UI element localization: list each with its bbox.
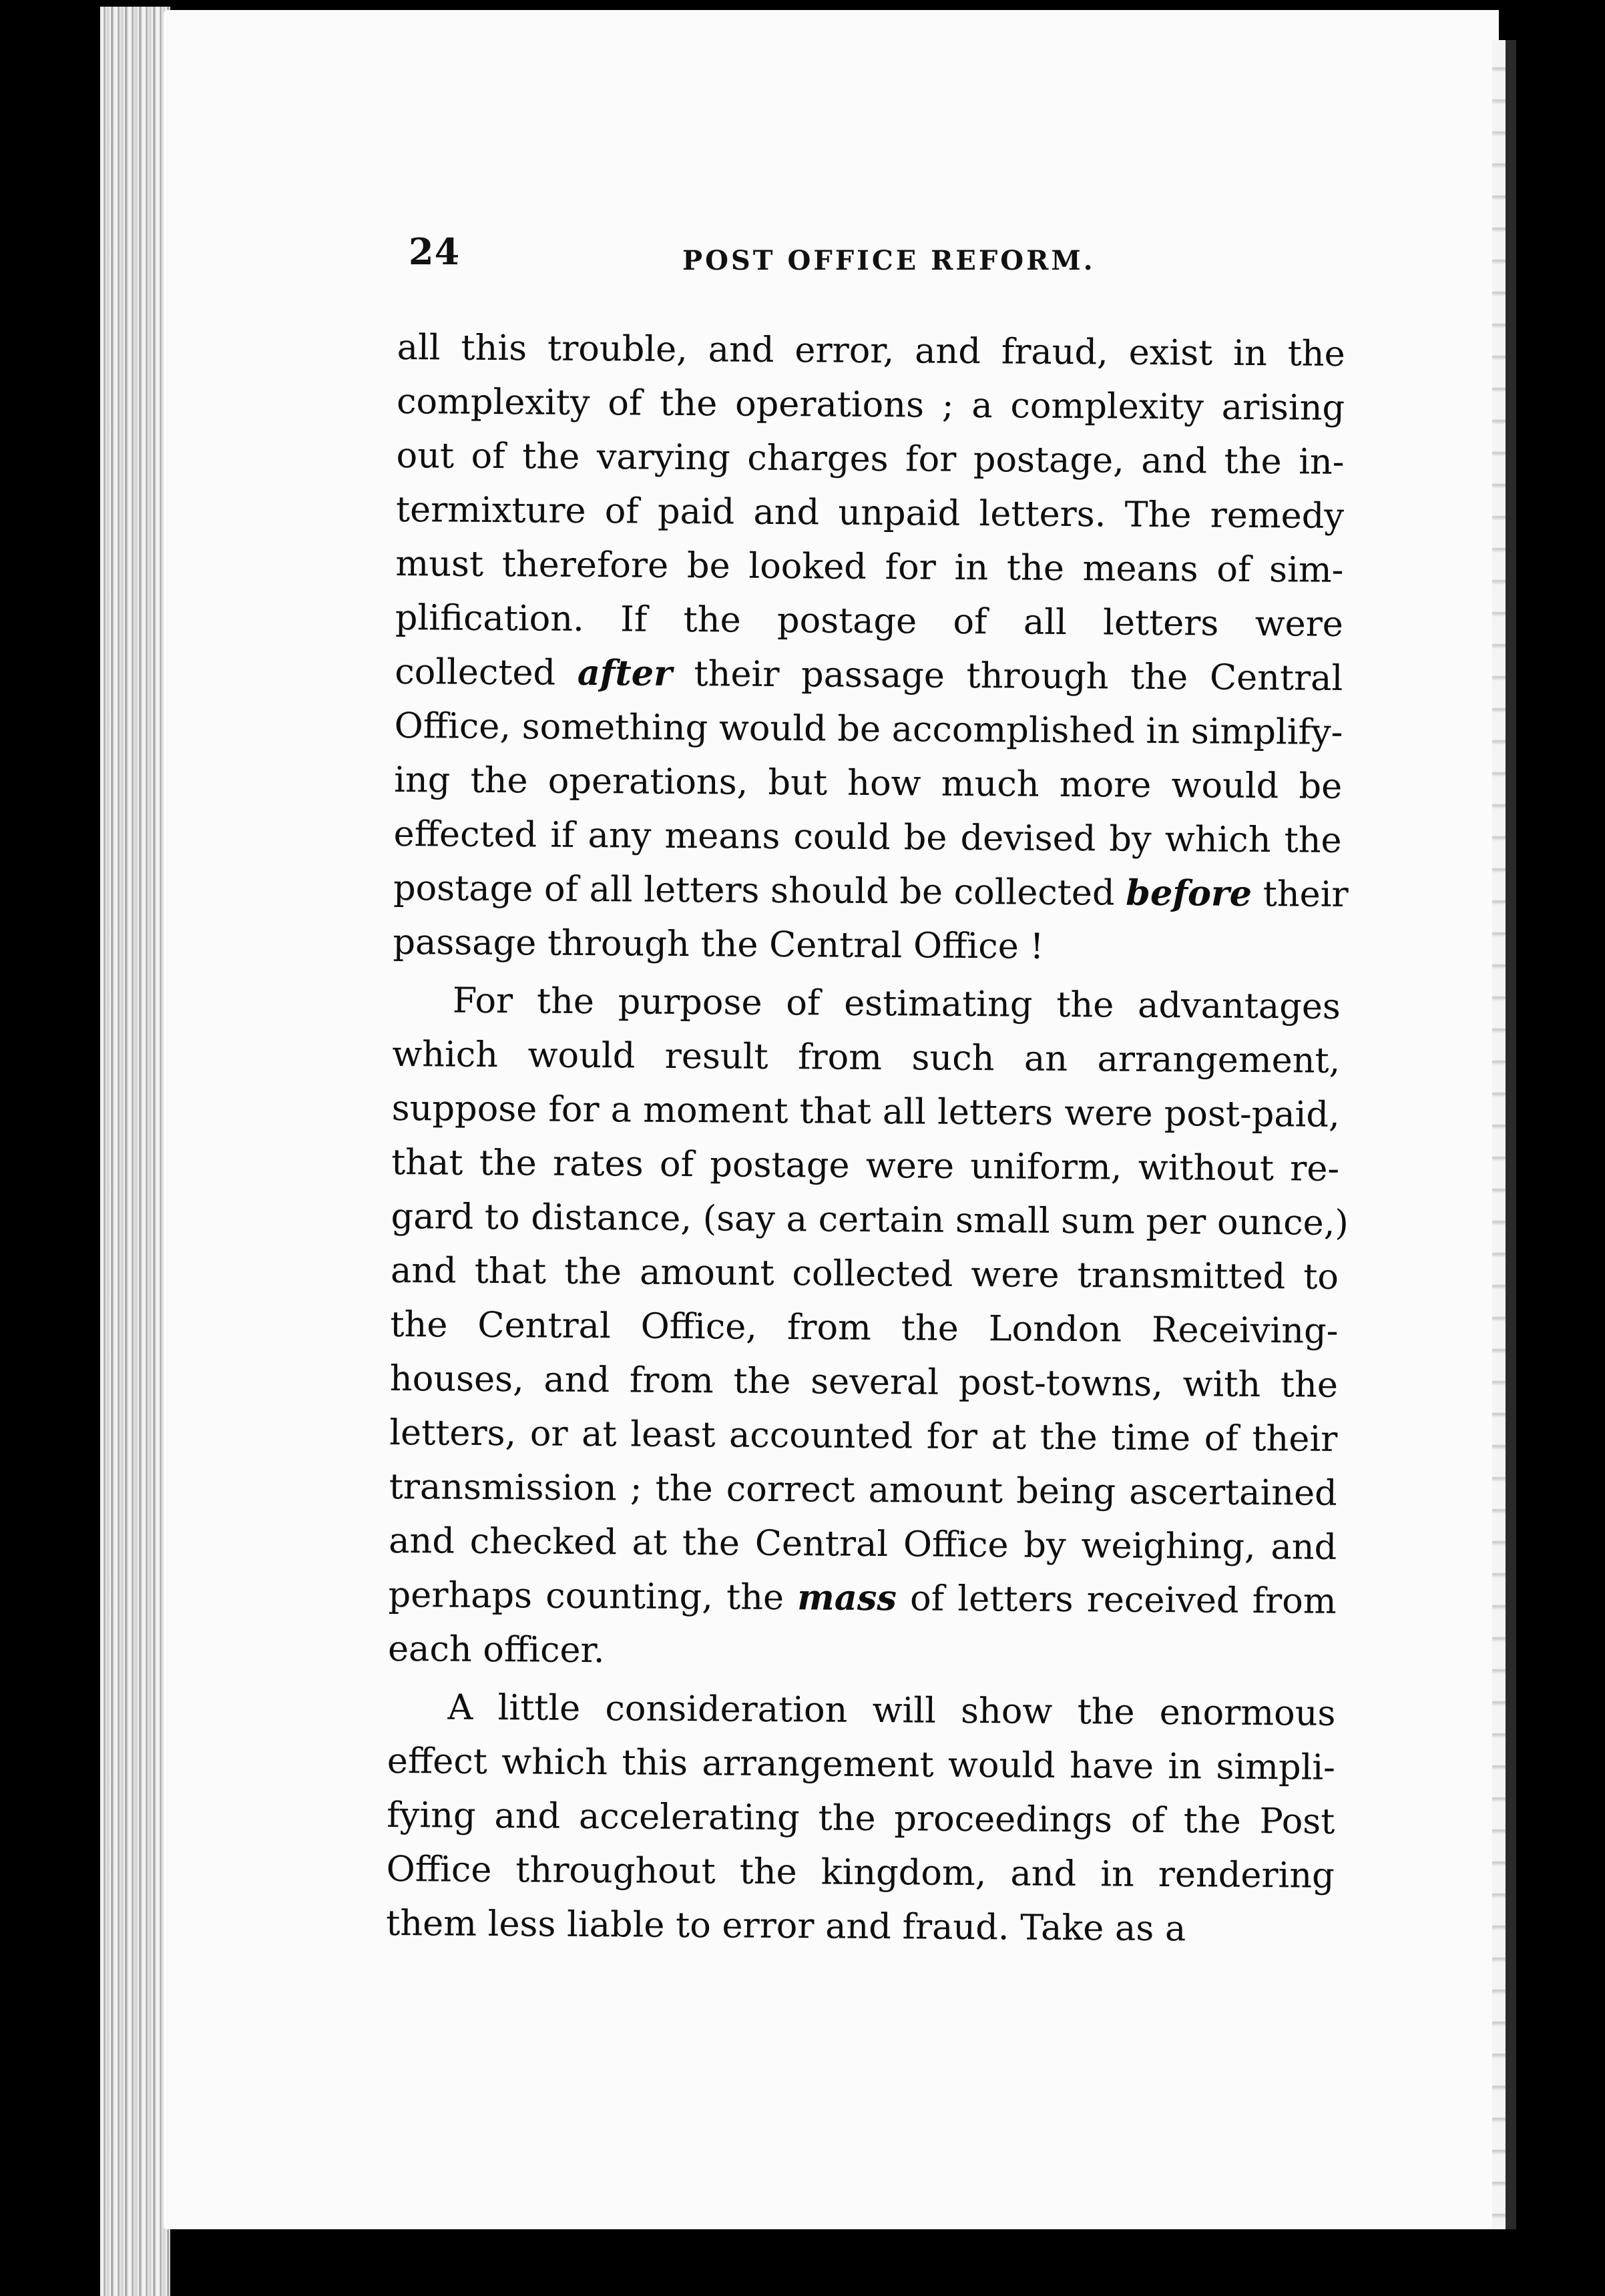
text-line: that the rates of postage were uniform, without re- <box>391 1141 1340 1189</box>
text-line: which would result from such an arrangement, <box>392 1033 1341 1081</box>
text-line: letters, or at least accounted for at the time of their <box>389 1412 1338 1460</box>
text-line: For the purpose of estimating the advantages <box>452 980 1341 1027</box>
page-header <box>409 230 1143 284</box>
text-line: perhaps counting, the mass of letters received from <box>388 1574 1337 1622</box>
text-line: gard to distance, (say a certain small sum per ounce,) <box>391 1195 1349 1243</box>
page-edge-shadow <box>1506 40 1516 2229</box>
text-line: and checked at the Central Office by weighing, and <box>389 1520 1337 1568</box>
text-line: collected after their passage through the Central <box>395 651 1343 699</box>
text-line: suppose for a moment that all letters were post-paid, <box>391 1087 1340 1135</box>
emphasized-word: before <box>1126 872 1252 914</box>
emphasized-word: mass <box>797 1577 897 1619</box>
running-title: POST OFFICE REFORM. <box>682 245 1096 276</box>
text-line: and that the amount collected were transmitted to <box>390 1249 1339 1298</box>
text-line: out of the varying charges for postage, and the in- <box>396 435 1345 483</box>
text-line: effect which this arrangement would have in simpli- <box>387 1740 1336 1788</box>
emphasized-word: after <box>577 652 673 694</box>
text-line: the Central Office, from the London Receiving- <box>390 1304 1339 1352</box>
page-number: 24 <box>409 230 461 273</box>
page-edge <box>1492 40 1506 2229</box>
text-line: all this trouble, and error, and fraud, exist in the <box>397 326 1345 374</box>
body-text <box>386 320 1349 1957</box>
text-line: Office, something would be accomplished in simplify- <box>394 705 1343 753</box>
text-line: passage through the Central Office ! <box>393 921 1044 967</box>
paragraph <box>387 973 1349 1683</box>
text-line: complexity of the operations ; a complexity arising <box>396 380 1345 428</box>
text-line: Office throughout the kingdom, and in rendering <box>386 1848 1335 1896</box>
text-line: termixture of paid and unpaid letters. The remedy <box>395 489 1345 537</box>
paragraph <box>393 320 1349 976</box>
text-line: ing the operations, but how much more would be <box>393 759 1343 807</box>
text-line: postage of all letters should be collected before their <box>393 867 1349 915</box>
book-gutter <box>100 7 170 2296</box>
text-line: them less liable to error and fraud. Take as a <box>386 1902 1186 1950</box>
text-line: each officer. <box>387 1628 605 1671</box>
text-line: A little consideration will show the enormous <box>447 1687 1336 1734</box>
text-line: transmission ; the correct amount being ascertained <box>389 1466 1337 1514</box>
paragraph <box>386 1680 1336 1957</box>
text-line: effected if any means could be devised by which the <box>393 813 1342 861</box>
text-line: must therefore be looked for in the means of sim- <box>395 543 1344 591</box>
text-line: houses, and from the several post-towns, with the <box>389 1358 1339 1406</box>
text-line: fying and accelerating the proceedings of the Post <box>387 1794 1335 1842</box>
text-line: plification. If the postage of all letters were <box>395 597 1344 645</box>
